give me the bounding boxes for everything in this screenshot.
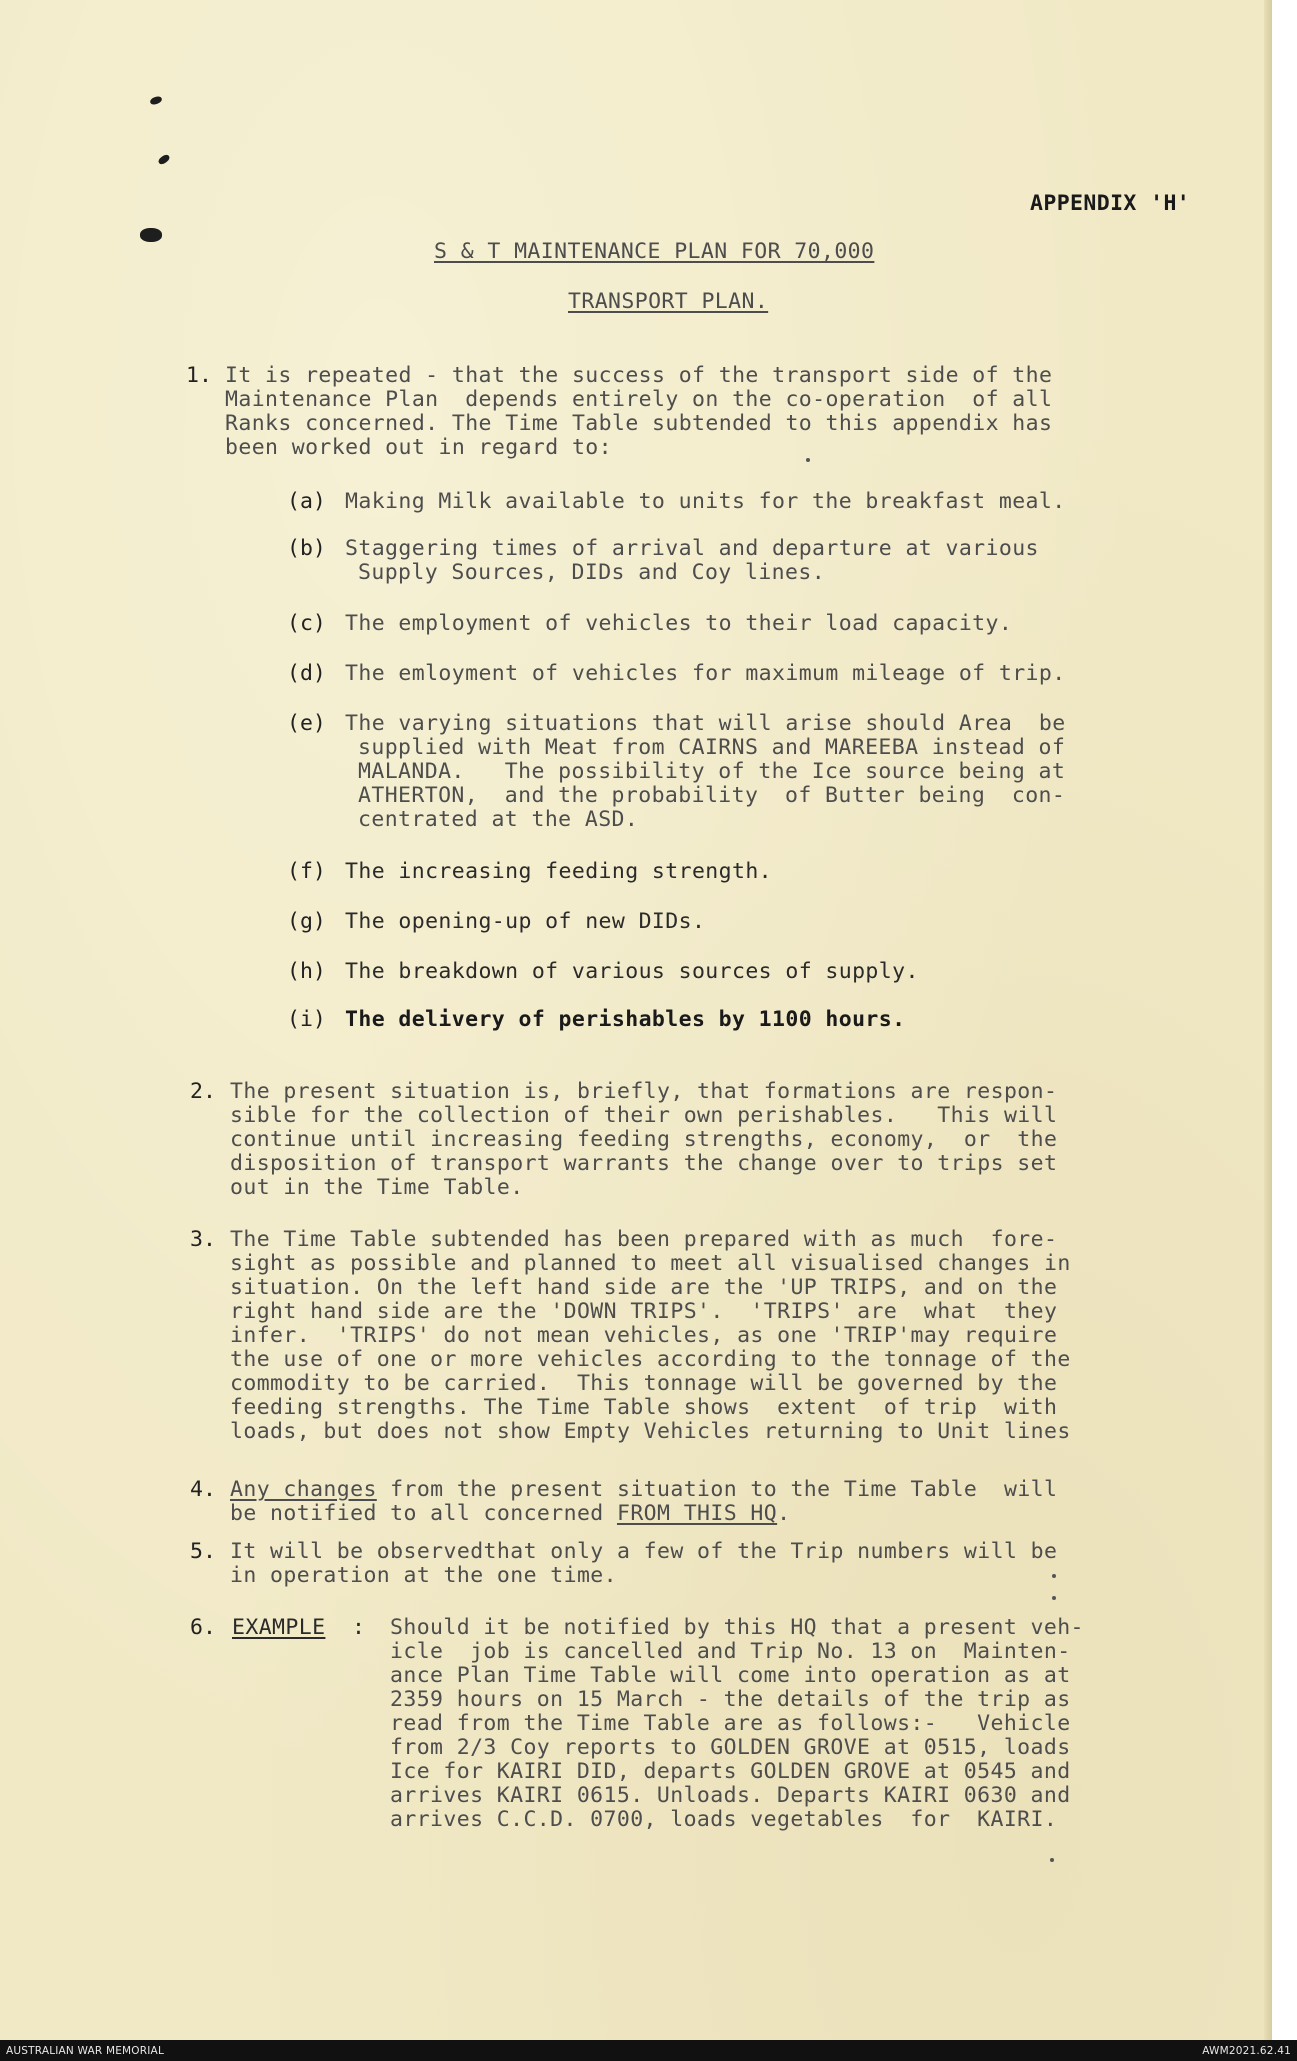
document-title: S & T MAINTENANCE PLAN FOR 70,000	[434, 239, 875, 264]
stray-mark	[1052, 1596, 1056, 1600]
section-6-line: icle job is cancelled and Trip No. 13 on Mainten-	[390, 1639, 1071, 1664]
item-c-text: The employment of vehicles to their load capacity.	[345, 611, 1013, 636]
item-marker-h: (h)	[287, 959, 326, 984]
section-4-line	[230, 1478, 1057, 1502]
from-this-hq-text: FROM THIS HQ	[616, 1501, 778, 1526]
section-6-line: arrives C.C.D. 0700, loads vegetables for KAIRI.	[390, 1807, 1058, 1832]
archive-footer	[0, 2040, 1297, 2061]
item-marker-i: (i)	[287, 1007, 326, 1032]
section-6-line: 2359 hours on 15 March - the details of the trip as	[390, 1687, 1071, 1712]
section-6-line: arrives KAIRI 0615. Unloads. Departs KAIRI 0630 and	[390, 1783, 1071, 1808]
section-3-line: infer. 'TRIPS' do not mean vehicles, as one 'TRIP'may require	[230, 1323, 1058, 1348]
section-6-number: 6.	[190, 1615, 216, 1640]
page-edge	[1264, 0, 1272, 2040]
item-i-text: The delivery of perishables by 1100 hours.	[345, 1007, 906, 1032]
section-3-line: right hand side are the 'DOWN TRIPS'. 'TRIPS' are what they	[230, 1299, 1058, 1324]
item-b-text: Staggering times of arrival and departure at various	[345, 536, 1039, 561]
section-4-line2-start: be notified to all concerned	[230, 1501, 617, 1526]
section-4-line-rest: from the present situation to the Time Table will	[376, 1477, 1058, 1502]
section-1-line: It is repeated - that the success of the transport side of the	[225, 363, 1053, 388]
any-changes-text: Any changes	[230, 1477, 377, 1502]
item-e-text: centrated at the ASD.	[358, 807, 639, 832]
item-e-text: MALANDA. The possibility of the Ice source being at	[358, 759, 1066, 784]
section-3-line: feeding strengths. The Time Table shows extent of trip with	[230, 1395, 1058, 1420]
item-b-text: Supply Sources, DIDs and Coy lines.	[358, 560, 826, 585]
section-4-number: 4.	[190, 1477, 216, 1502]
section-6-line: read from the Time Table are as follows:- Vehicle	[390, 1711, 1071, 1736]
section-1-number: 1.	[186, 363, 212, 388]
section-3-line: situation. On the left hand side are the 'UP TRIPS, and on the	[230, 1275, 1058, 1300]
example-colon: :	[352, 1615, 366, 1640]
item-marker-d: (d)	[287, 661, 326, 686]
section-1-line: been worked out in regard to:	[225, 435, 612, 460]
section-6-line: from 2/3 Coy reports to GOLDEN GROVE at 0515, loads	[390, 1735, 1071, 1760]
appendix-label: APPENDIX 'H'	[1030, 191, 1191, 216]
item-g-text: The opening-up of new DIDs.	[345, 909, 706, 934]
section-2-line: continue until increasing feeding strengths, economy, or the	[230, 1127, 1058, 1152]
item-f-text: The increasing feeding strength.	[345, 859, 773, 884]
section-4-line	[230, 1502, 790, 1526]
punch-mark-bottom	[140, 228, 162, 242]
item-h-text: The breakdown of various sources of supply.	[345, 959, 919, 984]
section-3-line: loads, but does not show Empty Vehicles returning to Unit lines	[230, 1419, 1071, 1444]
punch-mark-top	[149, 95, 163, 106]
item-d-text: The emloyment of vehicles for maximum mileage of trip.	[345, 661, 1066, 686]
footer-institution: AUSTRALIAN WAR MEMORIAL	[6, 2045, 164, 2057]
section-3-line: the use of one or more vehicles according to the tonnage of the	[230, 1347, 1071, 1372]
item-marker-f: (f)	[287, 859, 326, 884]
item-marker-e: (e)	[287, 711, 326, 736]
item-e-text: The varying situations that will arise should Area be	[345, 711, 1066, 736]
section-5-line: It will be observedthat only a few of the Trip numbers will be	[230, 1539, 1058, 1564]
section-2-number: 2.	[190, 1079, 216, 1104]
section-2-line: The present situation is, briefly, that formations are respon-	[230, 1079, 1058, 1104]
stray-mark	[1050, 1858, 1054, 1862]
section-6-line: Ice for KAIRI DID, departs GOLDEN GROVE at 0545 and	[390, 1759, 1071, 1784]
section-5-line: in operation at the one time.	[230, 1563, 617, 1588]
section-2-line: disposition of transport warrants the change over to trips set	[230, 1151, 1058, 1176]
section-2-line: sible for the collection of their own perishables. This will	[230, 1103, 1058, 1128]
footer-accession-number: AWM2021.62.41	[1202, 2045, 1291, 2057]
document-subtitle: TRANSPORT PLAN.	[568, 289, 769, 314]
example-label: EXAMPLE	[232, 1615, 326, 1640]
stray-mark	[806, 458, 810, 462]
item-e-text: supplied with Meat from CAIRNS and MAREEBA instead of	[358, 735, 1066, 760]
stray-mark	[1052, 1574, 1056, 1578]
section-3-line: sight as possible and planned to meet all visualised changes in	[230, 1251, 1071, 1276]
section-1-line: Ranks concerned. The Time Table subtended to this appendix has	[225, 411, 1053, 436]
item-marker-a: (a)	[287, 489, 326, 514]
item-marker-c: (c)	[287, 611, 326, 636]
section-2-line: out in the Time Table.	[230, 1175, 524, 1200]
section-3-line: commodity to be carried. This tonnage will be governed by the	[230, 1371, 1058, 1396]
item-e-text: ATHERTON, and the probability of Butter being con-	[358, 783, 1066, 808]
section-3-number: 3.	[190, 1227, 216, 1252]
item-marker-g: (g)	[287, 909, 326, 934]
punch-mark-middle	[157, 153, 171, 166]
section-5-number: 5.	[190, 1539, 216, 1564]
section-6-line: ance Plan Time Table will come into operation as at	[390, 1663, 1071, 1688]
item-marker-b: (b)	[287, 536, 326, 561]
section-1-line: Maintenance Plan depends entirely on the co-operation of all	[225, 387, 1053, 412]
item-a-text: Making Milk available to units for the breakfast meal.	[345, 489, 1066, 514]
section-4-line2-end: .	[777, 1501, 791, 1526]
section-6-line: Should it be notified by this HQ that a present veh-	[390, 1615, 1084, 1640]
section-3-line: The Time Table subtended has been prepared with as much fore-	[230, 1227, 1058, 1252]
